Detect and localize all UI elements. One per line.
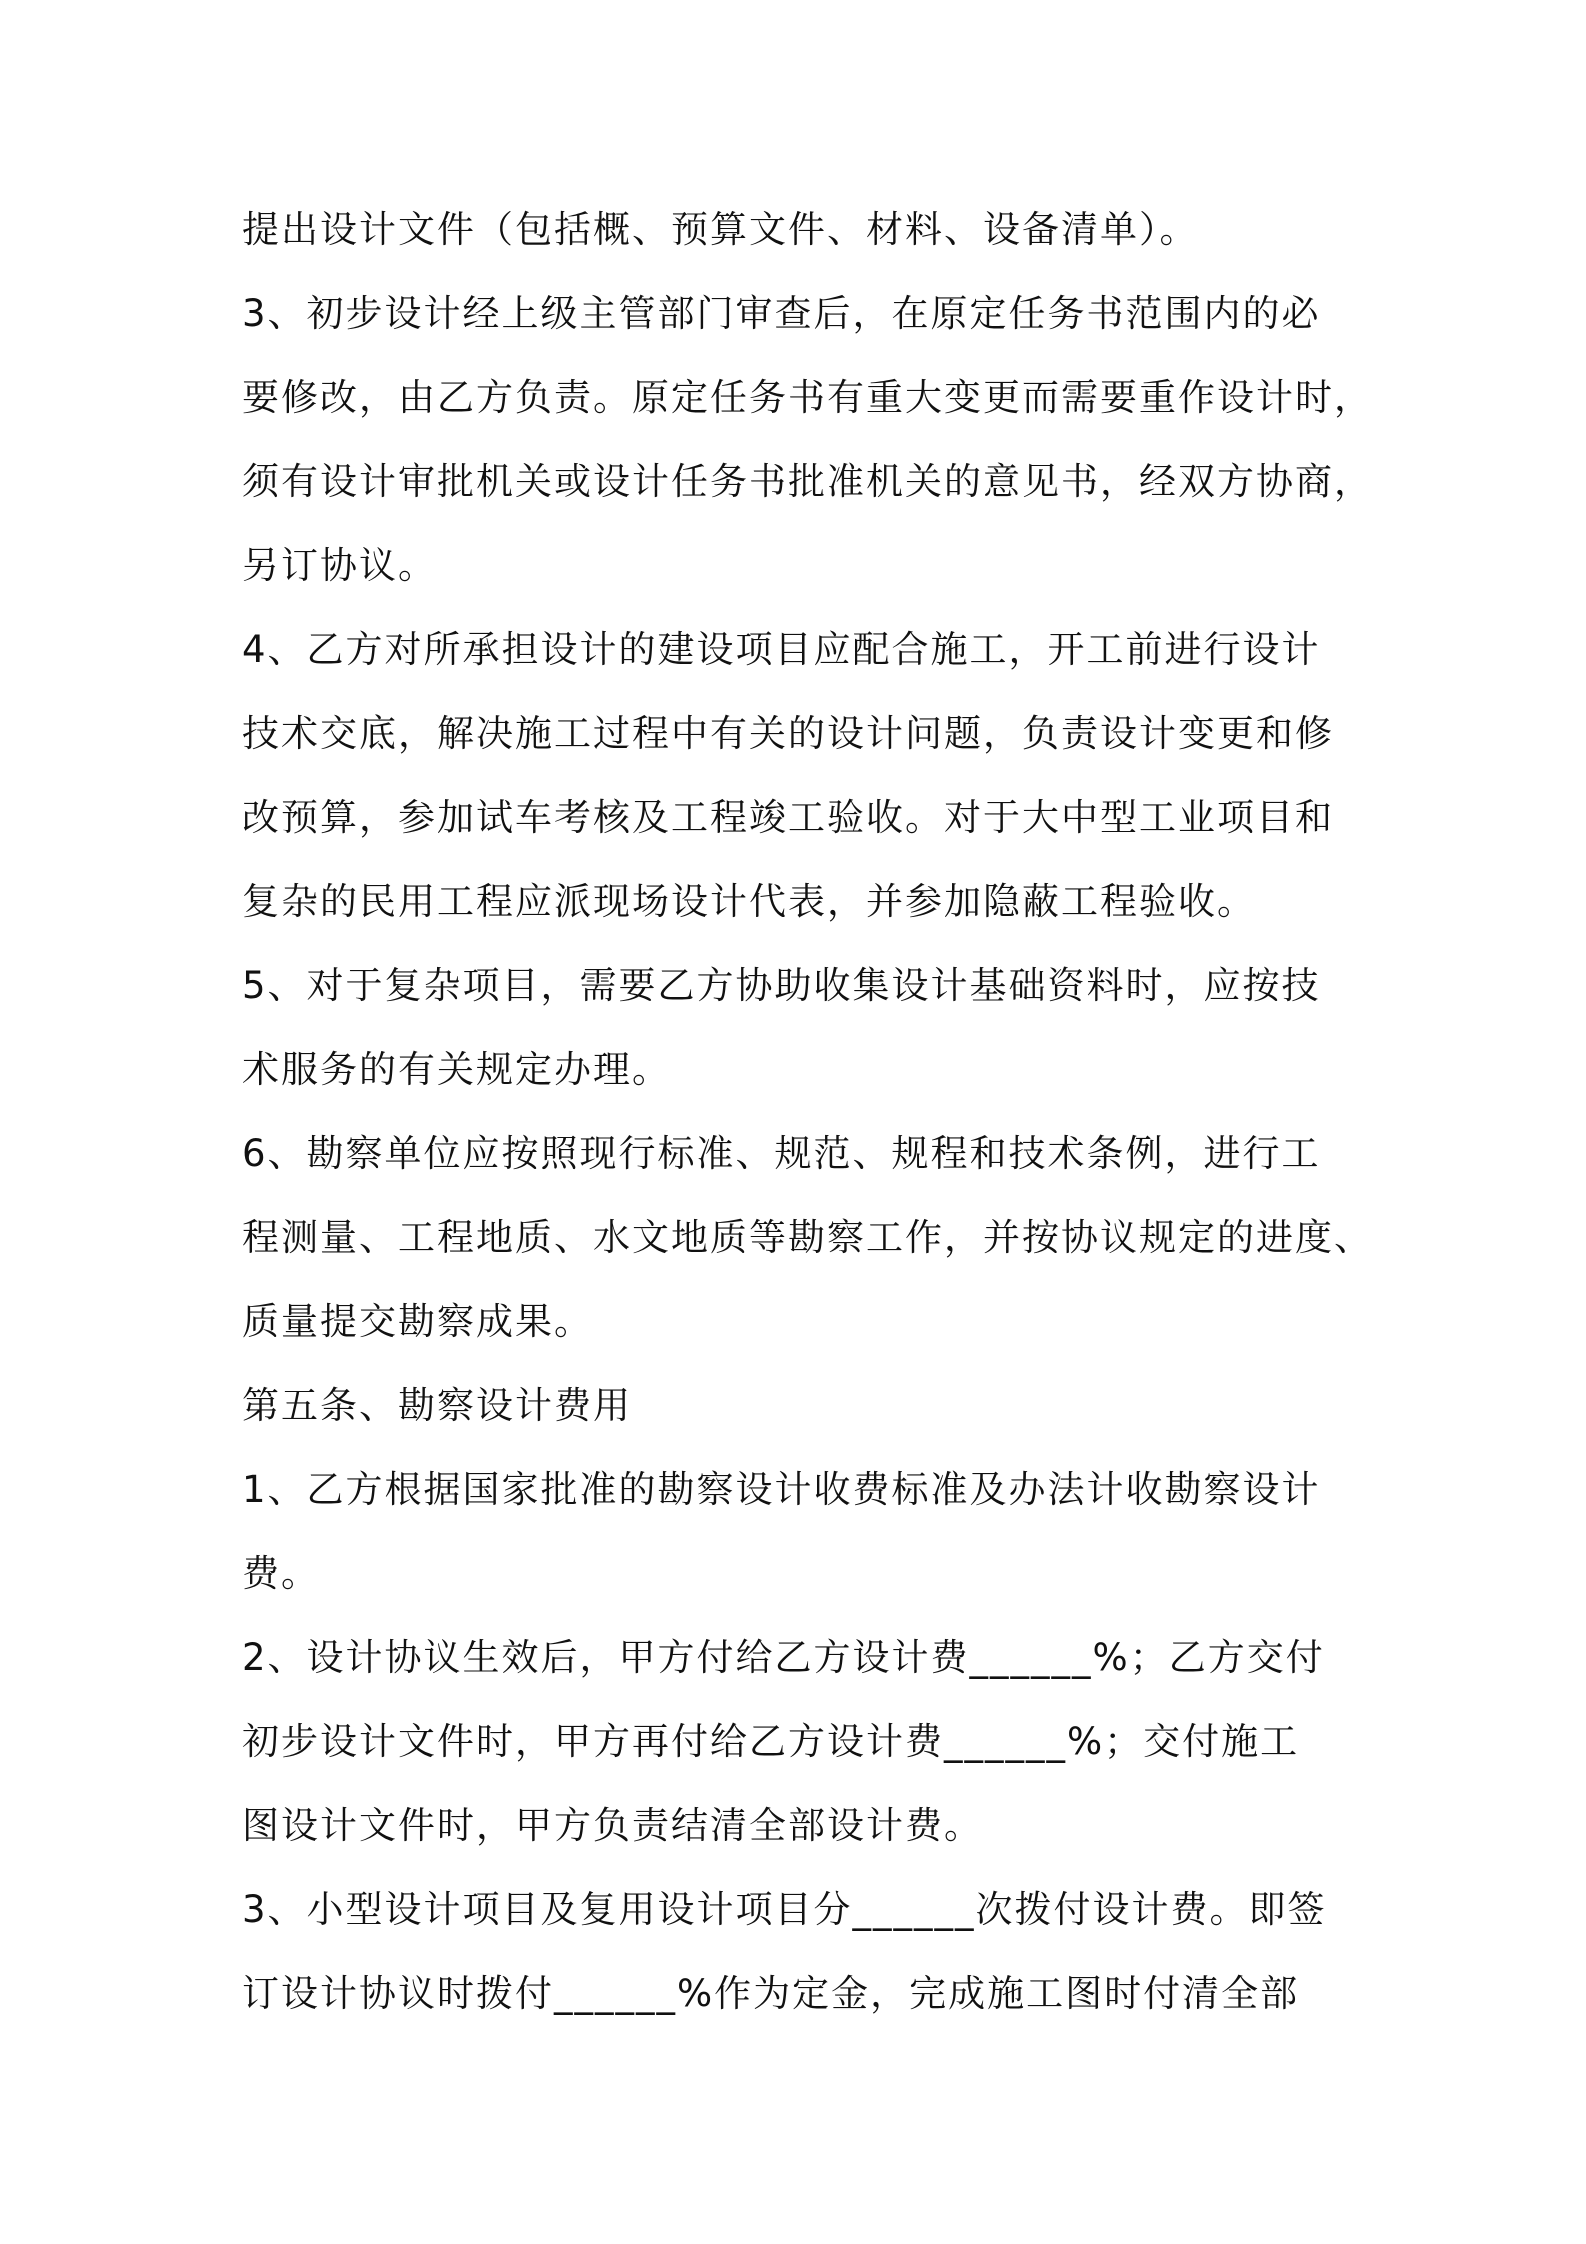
text-line: 复杂的民用工程应派现场设计代表，并参加隐蔽工程验收。	[242, 880, 1256, 923]
text-line: 2、设计协议生效后，甲方付给乙方设计费______%；乙方交付	[242, 1636, 1325, 1679]
text-line: 质量提交勘察成果。	[242, 1300, 593, 1343]
text-line: 1、乙方根据国家批准的勘察设计收费标准及办法计收勘察设计	[242, 1468, 1321, 1511]
text-line: 要修改，由乙方负责。原定任务书有重大变更而需要重作设计时，	[242, 376, 1373, 419]
text-line: 图设计文件时，甲方负责结清全部设计费。	[242, 1804, 983, 1847]
text-line: 3、初步设计经上级主管部门审查后，在原定任务书范围内的必	[242, 292, 1321, 335]
text-line: 初步设计文件时，甲方再付给乙方设计费______%；交付施工	[242, 1720, 1300, 1763]
text-line: 4、乙方对所承担设计的建设项目应配合施工，开工前进行设计	[242, 628, 1321, 671]
text-line: 5、对于复杂项目，需要乙方协助收集设计基础资料时，应按技	[242, 964, 1321, 1007]
text-line: 程测量、工程地质、水文地质等勘察工作，并按协议规定的进度、	[242, 1216, 1373, 1259]
text-line: 6、勘察单位应按照现行标准、规范、规程和技术条例，进行工	[242, 1132, 1321, 1175]
text-line: 改预算，参加试车考核及工程竣工验收。对于大中型工业项目和	[242, 796, 1334, 839]
text-line: 另订协议。	[242, 544, 437, 587]
document-body	[242, 188, 1373, 2036]
text-line: 费。	[242, 1552, 320, 1595]
text-line: 3、小型设计项目及复用设计项目分______次拨付设计费。即签	[242, 1888, 1327, 1931]
text-line: 技术交底，解决施工过程中有关的设计问题，负责设计变更和修	[242, 712, 1334, 755]
text-line: 须有设计审批机关或设计任务书批准机关的意见书，经双方协商，	[242, 460, 1373, 503]
text-line: 订设计协议时拨付______%作为定金，完成施工图时付清全部	[242, 1972, 1300, 2015]
section-heading: 第五条、勘察设计费用	[242, 1384, 632, 1427]
text-line: 术服务的有关规定办理。	[242, 1048, 671, 1091]
text-line: 提出设计文件（包括概、预算文件、材料、设备清单）。	[242, 208, 1199, 251]
